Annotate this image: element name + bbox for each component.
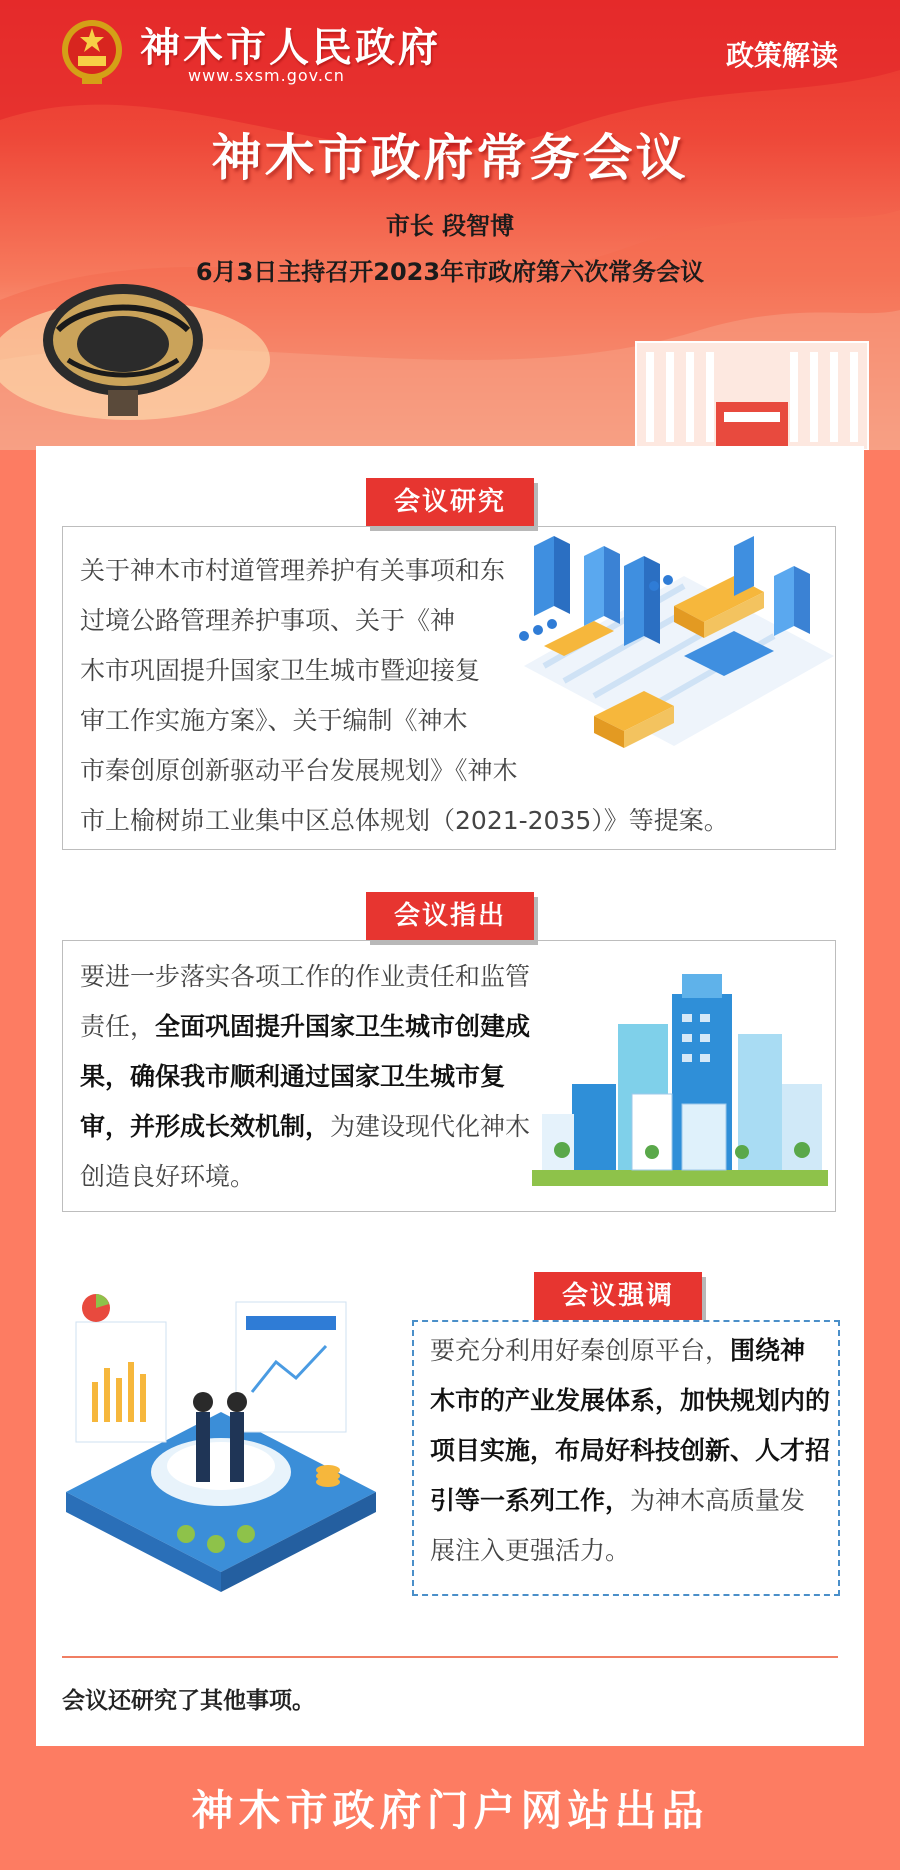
national-emblem-icon (60, 18, 124, 88)
research-line: 市秦创原创新驱动平台发展规划》《神木 (80, 756, 518, 785)
subtitle-meeting: 6月3日主持召开2023年市政府第六次常务会议 (195, 258, 705, 286)
research-line: 审工作实施方案》、关于编制《神木 (80, 706, 468, 735)
page-title: 神木市政府常务会议 (211, 129, 689, 187)
gov-name: 神木市人民政府 (140, 25, 441, 71)
emphasized-tag: 会议强调 (534, 1272, 702, 1320)
content-card (36, 446, 864, 1746)
pointed-text-plain: 为建设现代化神木创造良好环境。 (80, 1112, 531, 1191)
emphasized-text (430, 1326, 830, 1576)
pointed-text (80, 952, 540, 1202)
pointed-text-plain: 要进一步落实各项工作的作业责任和监管责任， (80, 962, 531, 1041)
research-line: 过境公路管理养护事项、关于《神 (80, 606, 456, 635)
research-line: 市上榆树峁工业集中区总体规划（2021-2035）》等提案。 (80, 806, 729, 835)
city-skyline-illustration (532, 974, 828, 1194)
publisher-credit: 神木市政府门户网站出品 (191, 1786, 709, 1835)
footer-note: 会议还研究了其他事项。 (62, 1688, 315, 1714)
landmark-sculpture-illustration (38, 280, 208, 420)
subtitle-mayor: 市长 段智博 (385, 212, 515, 240)
pointed-text-bold: 全面巩固提升国家卫生城市创建成果，确保我市顺利通过国家卫生城市复审，并形成长效机制， (80, 1012, 531, 1141)
research-line: 木市巩固提升国家卫生城市暨迎接复 (80, 656, 481, 685)
emphasized-text-plain: 为神木高质量发展注入更强活力。 (430, 1486, 806, 1565)
isometric-city-illustration (504, 516, 844, 776)
header-banner (0, 0, 900, 450)
policy-tag: 政策解读 (725, 39, 838, 72)
handshake-cooperation-illustration (56, 1282, 386, 1602)
emphasized-text-plain: 要充分利用好秦创原平台， (430, 1336, 731, 1365)
divider (62, 1656, 838, 1658)
research-tag: 会议研究 (366, 478, 534, 526)
research-line: 关于神木市村道管理养护有关事项和东 (80, 556, 506, 585)
gov-building-illustration (632, 338, 872, 450)
gov-url: www.sxsm.gov.cn (188, 66, 345, 85)
pointed-tag: 会议指出 (366, 892, 534, 940)
emphasized-text-bold: 围绕神木市的产业发展体系，加快规划内的项目实施，布局好科技创新、人才招引等一系列工作， (430, 1336, 831, 1515)
